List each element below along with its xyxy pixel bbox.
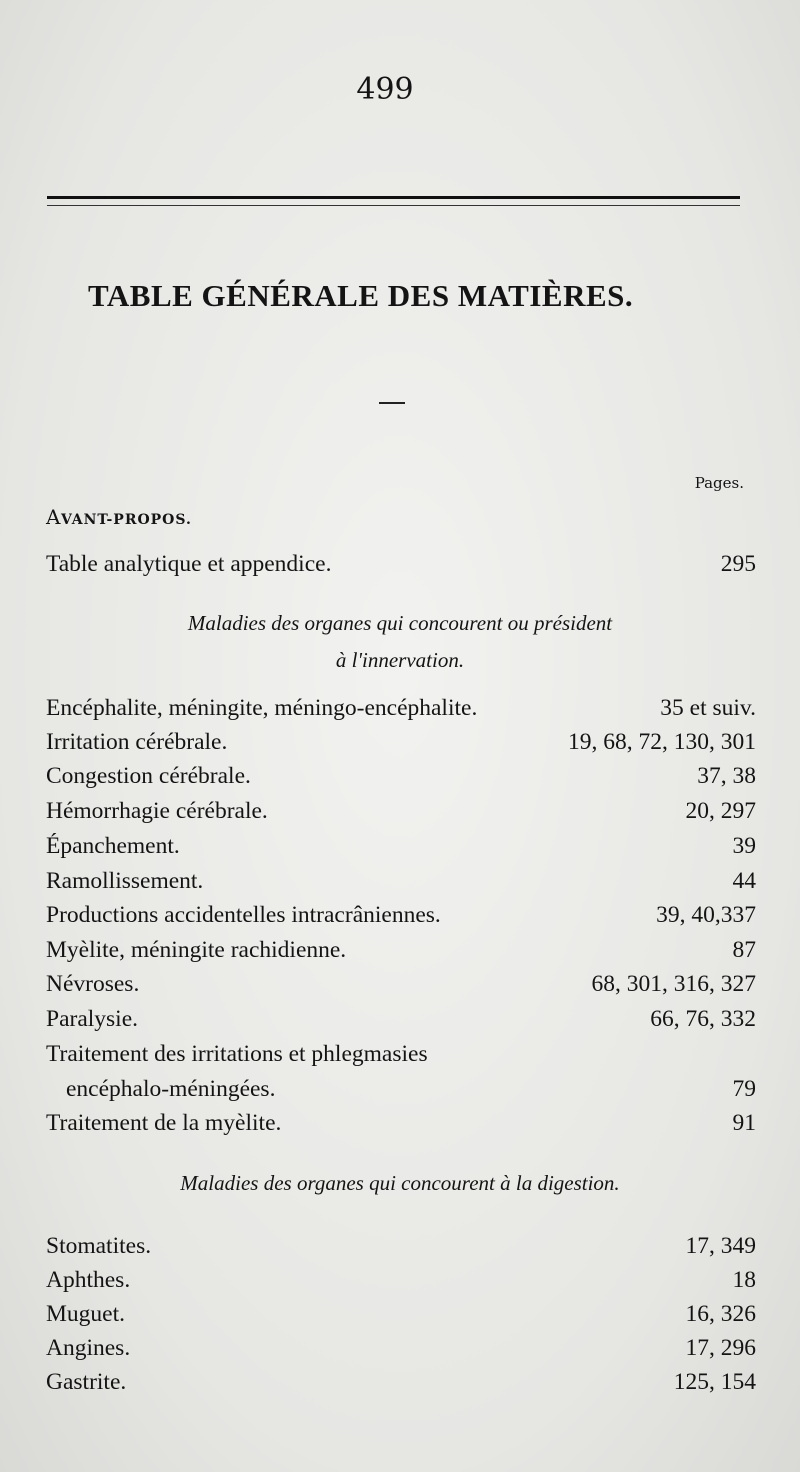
toc-entry-label: Paralysie.: [46, 1006, 139, 1032]
toc-entry-pages: 66, 76, 332: [650, 1006, 756, 1032]
toc-entry-label: Gastrite.: [46, 1369, 127, 1395]
toc-entry-label: Myèlite, méningite rachidienne.: [46, 937, 347, 963]
toc-entry-pages: 39, 40,337: [656, 902, 756, 928]
toc-entry-label: Congestion cérébrale.: [46, 763, 251, 789]
toc-entry: [46, 971, 756, 1003]
main-title: TABLE GÉNÉRALE DES MATIÈRES.: [88, 278, 634, 313]
toc-entry-label: Productions accidentelles intracrâniennes.: [46, 902, 441, 928]
toc-entry: [46, 1110, 756, 1142]
toc-entry: [66, 1076, 756, 1108]
toc-entry: [46, 1369, 756, 1401]
toc-entry-label: Traitement des irritations et phlegmasies: [46, 1041, 428, 1067]
toc-entry-pages: 16, 326: [685, 1301, 756, 1327]
toc-entry-pages: 35 et suiv.: [660, 695, 756, 721]
toc-entry-label: Névroses.: [46, 971, 140, 997]
toc-entry: [46, 695, 756, 727]
header-rule-thick: [47, 196, 740, 199]
toc-entry-label: Hémorrhagie cérébrale.: [46, 798, 268, 824]
toc-entry-pages: 17, 296: [685, 1335, 756, 1361]
toc-entry-label: Épanchement.: [46, 833, 180, 859]
toc-entry-pages: 20, 297: [685, 798, 756, 824]
section-heading-digestion: Maladies des organes qui concourent à la digestion.: [180, 1171, 620, 1195]
toc-entry-label: Encéphalite, méningite, méningo-encéphalite.: [46, 695, 478, 721]
toc-entry-pages: 44: [732, 868, 756, 894]
avant-propos-rest: VANT-PROPOS.: [60, 512, 192, 528]
toc-entry: [46, 551, 756, 583]
toc-entry: [46, 1233, 756, 1265]
toc-entry-label: Table analytique et appendice.: [46, 551, 332, 577]
toc-entry-pages: 87: [732, 937, 756, 963]
toc-entry-label: Aphthes.: [46, 1267, 131, 1293]
pages-column-label: Pages.: [694, 474, 744, 492]
toc-entry: [46, 1301, 756, 1333]
toc-entry: [46, 1006, 756, 1038]
toc-entry-label: Muguet.: [46, 1301, 125, 1327]
toc-entry-label: Traitement de la myèlite.: [46, 1110, 282, 1136]
toc-entry-pages: 295: [720, 551, 756, 577]
toc-entry: [46, 902, 756, 934]
section-heading-innervation-line2: à l'innervation.: [335, 648, 465, 672]
toc-entry: [46, 1267, 756, 1299]
toc-entry-label: Stomatites.: [46, 1233, 152, 1259]
toc-entry: [46, 1041, 756, 1073]
title-ornament-dash: [379, 402, 405, 404]
toc-entry-label: Ramollissement.: [46, 868, 204, 894]
toc-entry-pages: 18: [732, 1267, 756, 1293]
toc-entry-pages: 19, 68, 72, 130, 301: [568, 729, 756, 755]
toc-entry-pages: 91: [732, 1110, 756, 1136]
toc-entry: [46, 798, 756, 830]
toc-entry: [46, 833, 756, 865]
page-number: 499: [356, 72, 414, 107]
toc-entry-pages: 17, 349: [685, 1233, 756, 1259]
toc-entry-pages: 79: [732, 1076, 756, 1102]
toc-entry-pages: 68, 301, 316, 327: [591, 971, 756, 997]
toc-entry-pages: 125, 154: [673, 1369, 756, 1395]
toc-entry: [46, 937, 756, 969]
avant-propos-initial: A: [46, 505, 61, 529]
header-rule-thin: [47, 205, 740, 206]
toc-entry-label: encéphalo-méningées.: [66, 1076, 276, 1102]
toc-entry-pages: 39: [732, 833, 756, 859]
toc-entry-pages: 37, 38: [697, 763, 756, 789]
toc-entry: [46, 1335, 756, 1367]
toc-entry-label: Angines.: [46, 1335, 131, 1361]
avant-propos-heading: [46, 505, 192, 529]
toc-entry: [46, 729, 756, 761]
toc-entry: [46, 763, 756, 795]
section-heading-innervation-line1: Maladies des organes qui concourent ou président: [187, 611, 613, 635]
toc-entry-label: Irritation cérébrale.: [46, 729, 228, 755]
toc-entry: [46, 868, 756, 900]
